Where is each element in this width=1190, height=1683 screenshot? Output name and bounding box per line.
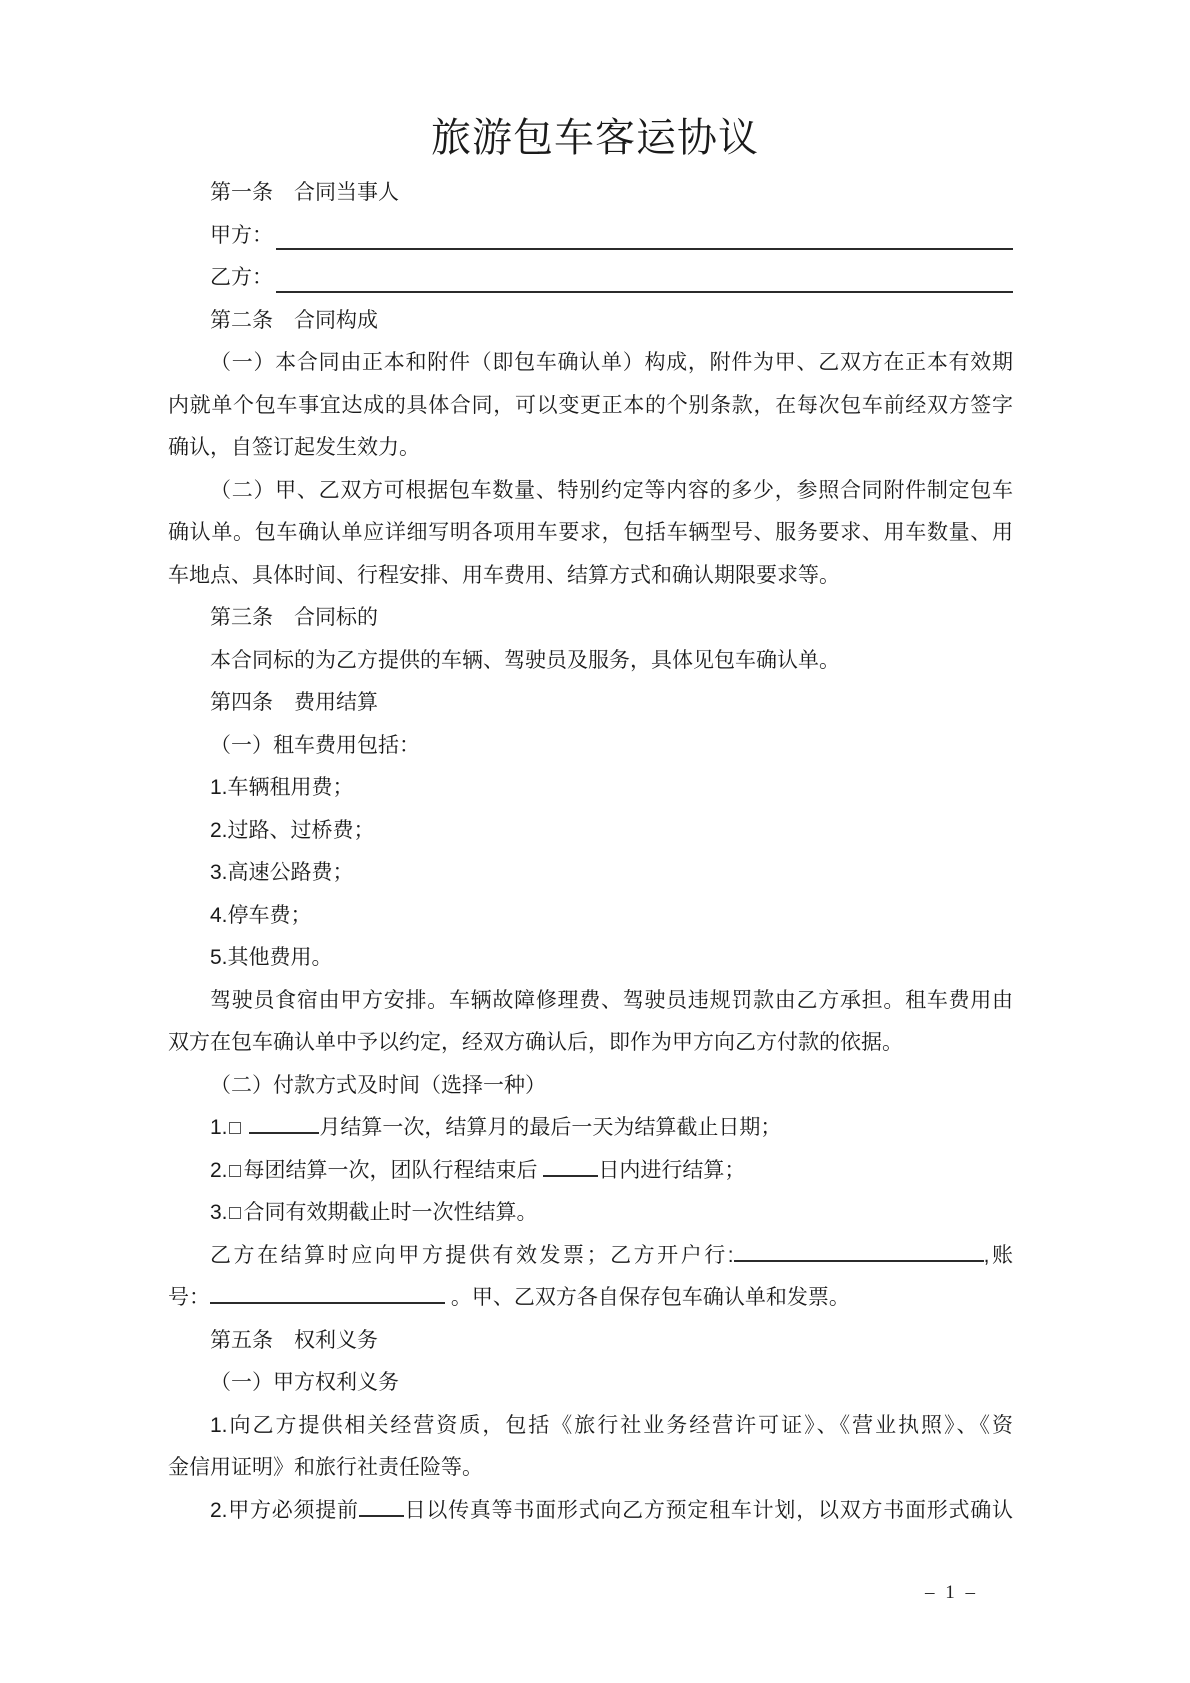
fee-item-4 bbox=[168, 895, 1013, 938]
account-number-blank[interactable] bbox=[210, 1299, 445, 1304]
document-body bbox=[168, 172, 1013, 1532]
text-run: 双方在包车确认单中予以约定，经双方确认后，即作为甲方向乙方付款的依据。 bbox=[168, 1031, 903, 1054]
text-run: 确认单。包车确认单应详细写明各项用车要求，包括车辆型号、服务要求、用车数量、用 bbox=[168, 521, 1013, 544]
text-run: 确认，自签订起发生效力。 bbox=[168, 436, 420, 459]
text-run: 3.高速公路费； bbox=[210, 861, 354, 884]
text-run: 月结算一次，结算月的最后一天为结算截止日期； bbox=[319, 1116, 782, 1139]
payment-option-1 bbox=[168, 1107, 1013, 1150]
clause-5-heading bbox=[168, 1320, 1013, 1363]
text-run: 日以传真等书面形式向乙方预定租车计划，以双方书面形式确认 bbox=[403, 1498, 1013, 1522]
text-run: 内就单个包车事宜达成的具体合同，可以变更正本的个别条款，在每次包车前经双方签字 bbox=[168, 393, 1013, 417]
advance-days-blank[interactable] bbox=[359, 1512, 404, 1517]
invoice-line-2 bbox=[168, 1277, 1013, 1320]
fee-note-line-2 bbox=[168, 1022, 1013, 1065]
text-run: 乙方在结算时应向甲方提供有效发票；乙方开户行: bbox=[210, 1243, 734, 1267]
text-run: 2. bbox=[210, 1158, 228, 1182]
text-run: 金信用证明》和旅行社责任险等。 bbox=[168, 1456, 483, 1479]
clause-2-item-2-line-1 bbox=[168, 470, 1013, 513]
settle-month-blank[interactable] bbox=[249, 1129, 319, 1134]
party-a-blank[interactable] bbox=[273, 215, 1013, 258]
text-run: 乙方： bbox=[210, 266, 273, 289]
fee-item-5 bbox=[168, 937, 1013, 980]
clause-5-item-1-heading bbox=[168, 1362, 1013, 1405]
text-run: 第四条 费用结算 bbox=[210, 691, 378, 714]
clause-3-heading bbox=[168, 597, 1013, 640]
clause-4-item-2-heading bbox=[168, 1065, 1013, 1108]
fee-note-line-1 bbox=[168, 980, 1013, 1023]
text-run: 甲方： bbox=[210, 223, 273, 247]
clause-4-heading bbox=[168, 682, 1013, 725]
payment-option-3 bbox=[168, 1192, 1013, 1235]
text-run: （一）租车费用包括： bbox=[210, 733, 420, 757]
invoice-line-1 bbox=[168, 1235, 1013, 1278]
party-a-line bbox=[168, 215, 1013, 258]
clause-1-heading bbox=[168, 172, 1013, 215]
text-run: （二）甲、乙双方可根据包车数量、特别约定等内容的多少，参照合同附件制定包车 bbox=[210, 478, 1013, 502]
clause-2-heading bbox=[168, 300, 1013, 343]
text-run: （一）甲方权利义务 bbox=[210, 1371, 399, 1394]
party-b-blank[interactable] bbox=[273, 257, 1013, 300]
clause-2-item-2-line-2 bbox=[168, 512, 1013, 555]
text-run: 3. bbox=[210, 1201, 228, 1224]
text-run: 合同有效期截止时一次性结算。 bbox=[243, 1201, 538, 1224]
text-run: ,账 bbox=[983, 1243, 1013, 1267]
page-title: 旅游包车客运协议 bbox=[431, 116, 759, 160]
text-run: 2.过路、过桥费； bbox=[210, 818, 375, 842]
settle-days-blank[interactable] bbox=[543, 1172, 598, 1177]
text-run: 4.停车费； bbox=[210, 903, 312, 927]
clause-3-body bbox=[168, 640, 1013, 683]
fee-item-2 bbox=[168, 810, 1013, 853]
clause-2-item-2-line-3 bbox=[168, 555, 1013, 598]
payment-option-1-checkbox[interactable] bbox=[229, 1122, 241, 1134]
clause-2-item-1-line-2 bbox=[168, 385, 1013, 428]
text-run: 本合同标的为乙方提供的车辆、驾驶员及服务，具体见包车确认单。 bbox=[210, 648, 840, 672]
text-run: 5.其他费用。 bbox=[210, 946, 333, 969]
text-run: （二）付款方式及时间（选择一种） bbox=[210, 1073, 546, 1097]
text-run: 第三条 合同标的 bbox=[210, 606, 378, 629]
party-a-duty-1-line-2 bbox=[168, 1447, 1013, 1490]
text-run: 1.车辆租用费； bbox=[210, 776, 354, 799]
text-run: 第二条 合同构成 bbox=[210, 308, 378, 332]
bank-name-blank[interactable] bbox=[734, 1257, 984, 1262]
fee-item-3 bbox=[168, 852, 1013, 895]
text-run: 。甲、乙双方各自保存包车确认单和发票。 bbox=[445, 1286, 850, 1309]
party-a-duty-2 bbox=[168, 1490, 1013, 1533]
party-a-duty-1-line-1 bbox=[168, 1405, 1013, 1448]
text-run: 2.甲方必须提前 bbox=[210, 1498, 359, 1522]
text-run: 日内进行结算； bbox=[598, 1158, 746, 1182]
text-run: 车地点、具体时间、行程安排、用车费用、结算方式和确认期限要求等。 bbox=[168, 563, 840, 587]
clause-2-item-1-line-3 bbox=[168, 427, 1013, 470]
fee-item-1 bbox=[168, 767, 1013, 810]
clause-2-item-1-line-1 bbox=[168, 342, 1013, 385]
text-run: 1.向乙方提供相关经营资质，包括《旅行社业务经营许可证》、《营业执照》、《资 bbox=[210, 1413, 1013, 1437]
page-number: – 1 – bbox=[925, 1582, 975, 1603]
party-b-line bbox=[168, 257, 1013, 300]
text-run: 号： bbox=[168, 1286, 210, 1309]
text-run: 第五条 权利义务 bbox=[210, 1328, 378, 1352]
payment-option-2-checkbox[interactable] bbox=[229, 1165, 241, 1177]
text-run: 第一条 合同当事人 bbox=[210, 181, 399, 204]
payment-option-3-checkbox[interactable] bbox=[229, 1207, 241, 1219]
payment-option-2 bbox=[168, 1150, 1013, 1193]
text-run: 驾驶员食宿由甲方安排。车辆故障修理费、驾驶员违规罚款由乙方承担。租车费用由 bbox=[210, 988, 1013, 1012]
text-run: 每团结算一次，团队行程结束后 bbox=[243, 1158, 544, 1182]
text-run: （一）本合同由正本和附件（即包车确认单）构成，附件为甲、乙双方在正本有效期 bbox=[210, 351, 1013, 374]
clause-4-item-1-heading bbox=[168, 725, 1013, 768]
text-run: 1. bbox=[210, 1116, 228, 1139]
text-run bbox=[244, 1116, 250, 1139]
